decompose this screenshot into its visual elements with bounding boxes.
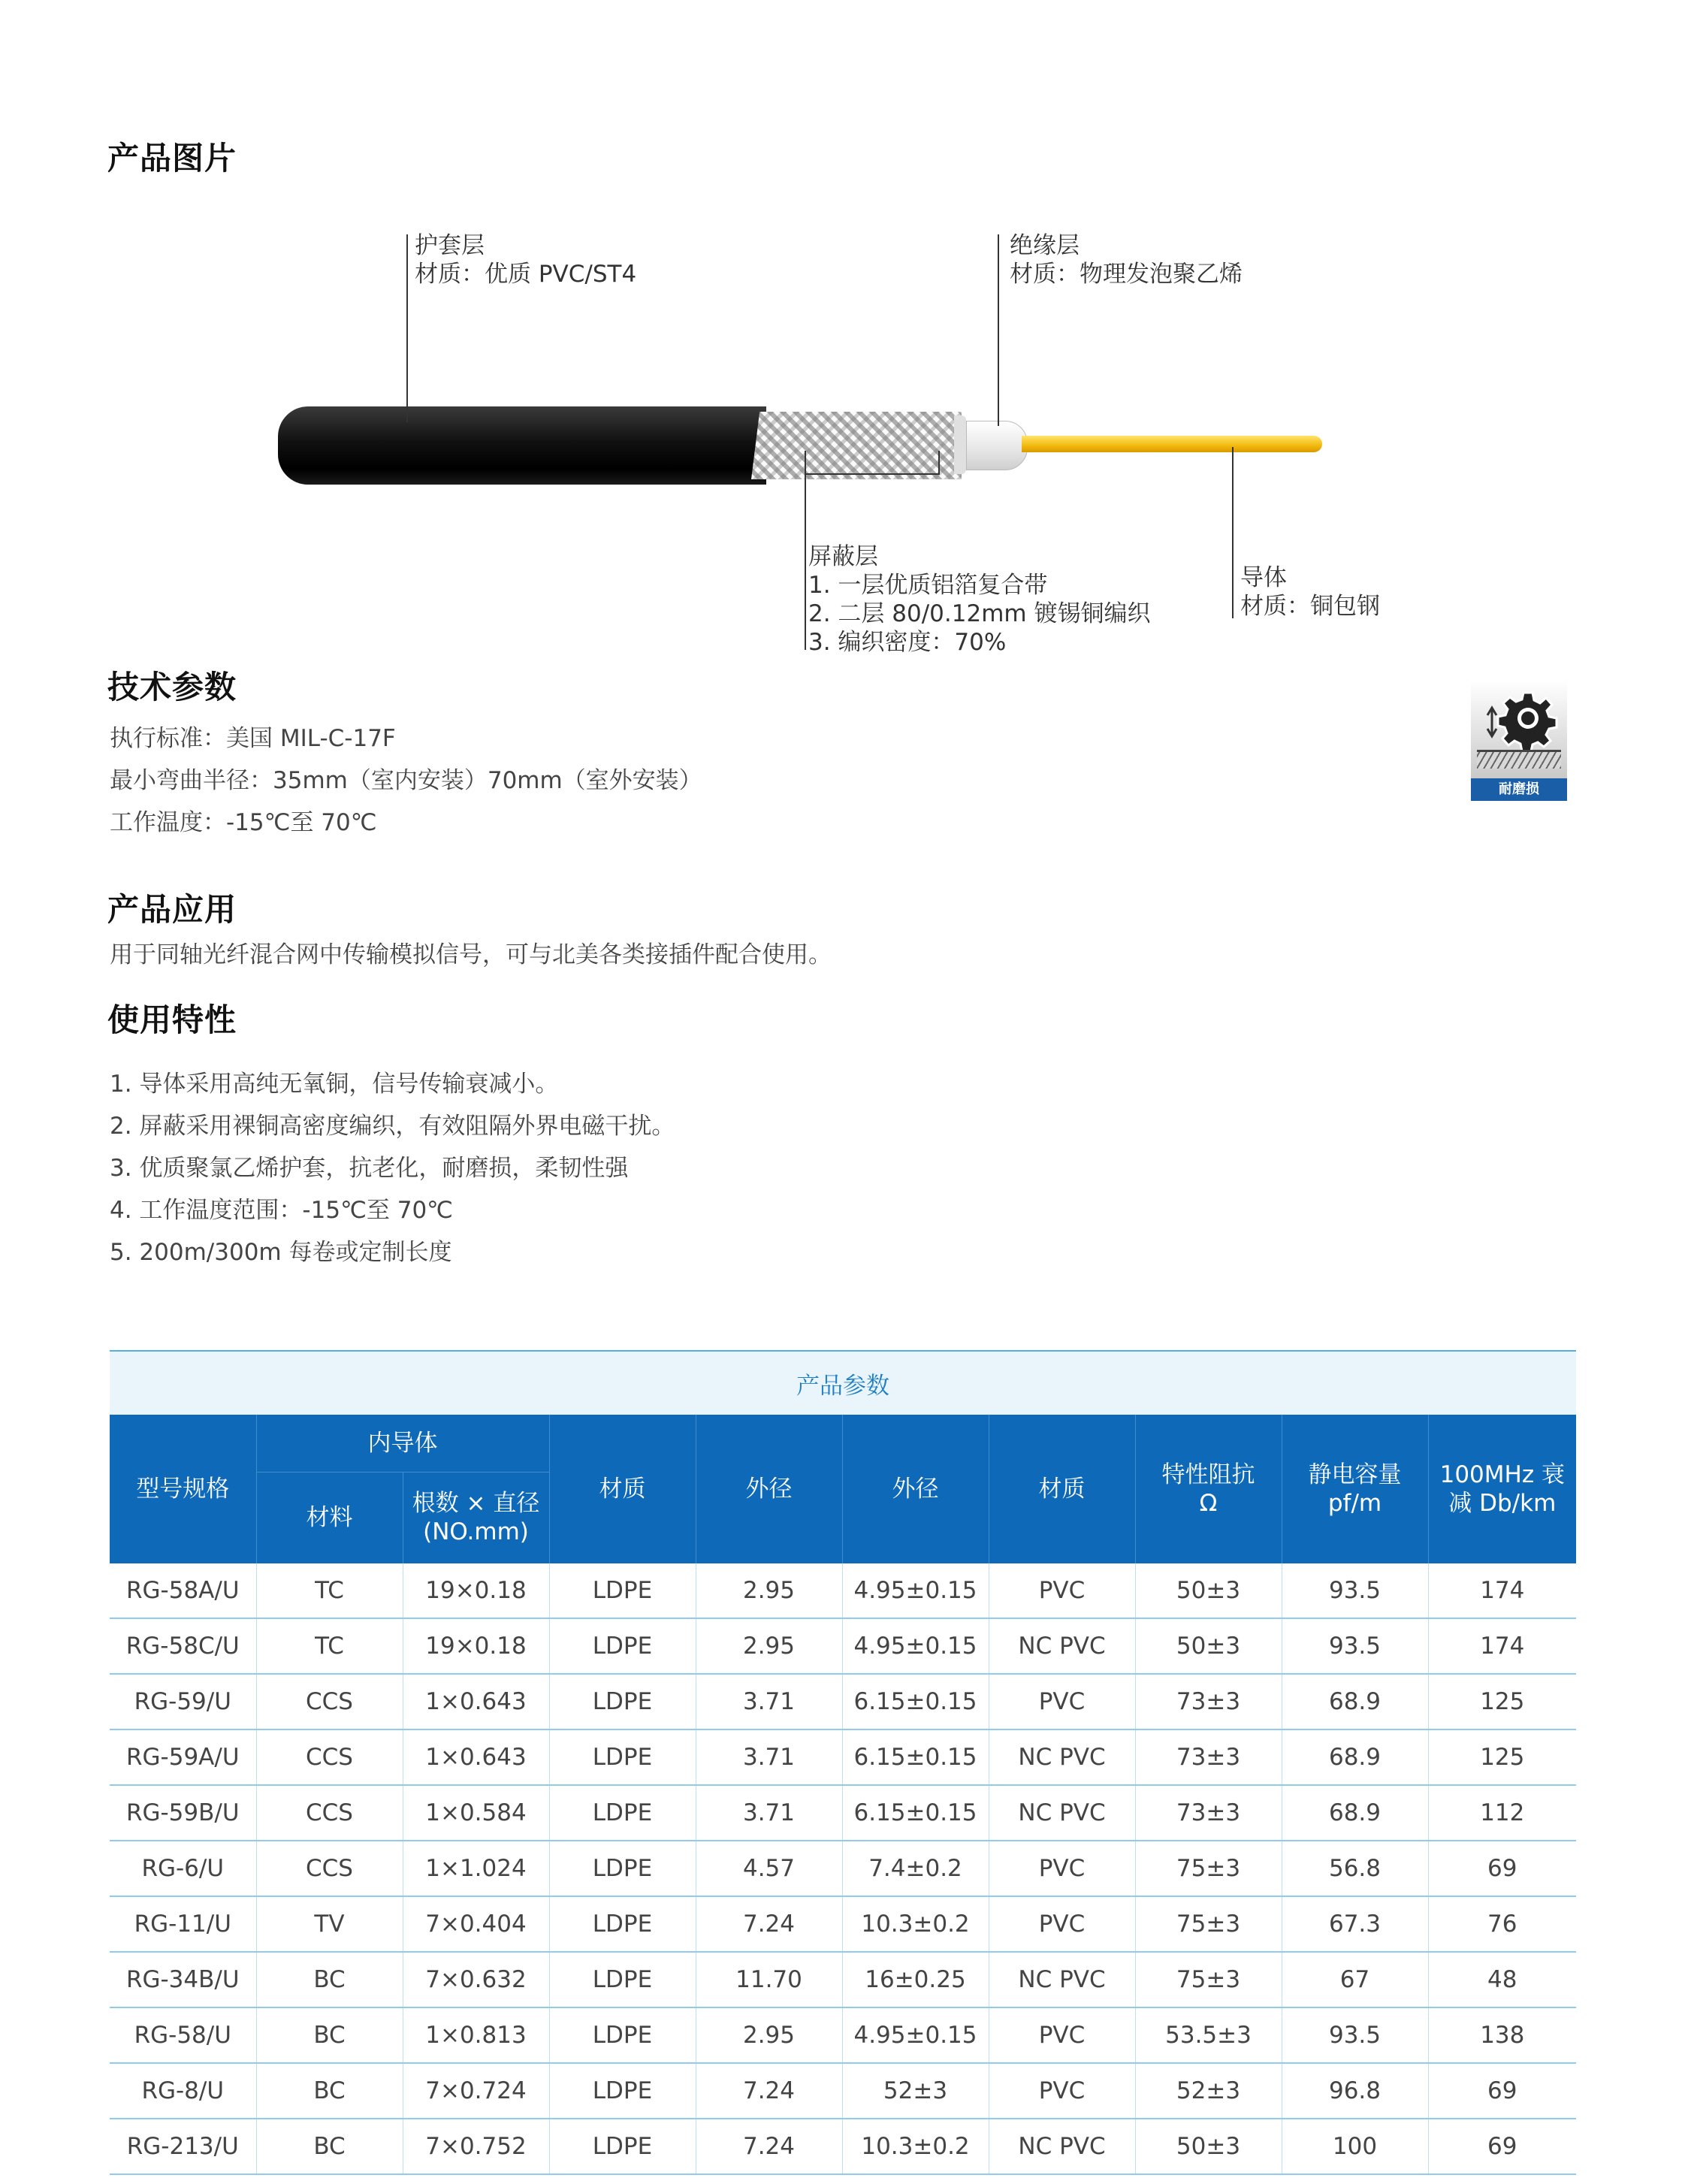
cell-conductor-material: TC (256, 1618, 403, 1674)
cell-insulation-material: LDPE (549, 1674, 696, 1729)
feature-item-2: 2. 屏蔽采用裸铜高密度编织，有效阻隔外界电磁干扰。 (110, 1113, 675, 1140)
tech-temperature: 工作温度：-15℃至 70℃ (110, 809, 377, 836)
cell-insulation-material: LDPE (549, 1952, 696, 2007)
cell-model: RG-58/U (110, 2007, 256, 2063)
cell-jacket-material: PVC (989, 1896, 1135, 1952)
cell-insulation-od: 2.95 (696, 2007, 842, 2063)
header-impedance-line2: Ω (1199, 1490, 1218, 1517)
cell-model: RG-58C/U (110, 1618, 256, 1674)
cell-capacitance: 68.9 (1282, 1729, 1428, 1785)
braid-overlay (751, 412, 962, 479)
table-body (110, 1563, 1576, 2174)
cable-jacket (278, 406, 766, 485)
cell-capacitance: 93.5 (1282, 1618, 1428, 1674)
cell-capacitance: 68.9 (1282, 1674, 1428, 1729)
cell-impedance: 52±3 (1135, 2063, 1282, 2119)
callout-conductor (1240, 563, 1380, 621)
header-jacket-material: 材质 (989, 1415, 1135, 1563)
cell-impedance: 50±3 (1135, 1618, 1282, 1674)
cell-capacitance: 96.8 (1282, 2063, 1428, 2119)
leader-shield-right (938, 451, 940, 475)
cell-insulation-material: LDPE (549, 1563, 696, 1618)
callout-insulation (1010, 231, 1243, 288)
cell-insulation-od: 11.70 (696, 1952, 842, 2007)
cell-jacket-material: PVC (989, 1841, 1135, 1896)
cable-foil (954, 415, 966, 474)
leader-shield-bar (805, 473, 940, 475)
cell-jacket-od: 4.95±0.15 (842, 1563, 989, 1618)
callout-insulation-material: 材质：物理发泡聚乙烯 (1010, 261, 1243, 288)
cell-jacket-material: NC PVC (989, 1618, 1135, 1674)
table-row (110, 1785, 1576, 1841)
cell-insulation-od: 3.71 (696, 1729, 842, 1785)
table-row (110, 1563, 1576, 1618)
cell-insulation-od: 3.71 (696, 1674, 842, 1729)
cell-conductor-material: BC (256, 1952, 403, 2007)
cell-insulation-od: 7.24 (696, 2063, 842, 2119)
cell-jacket-material: NC PVC (989, 1729, 1135, 1785)
cell-conductor-material: BC (256, 2007, 403, 2063)
cell-count-diameter: 1×0.643 (403, 1674, 549, 1729)
cell-jacket-material: PVC (989, 1563, 1135, 1618)
feature-item-1: 1. 导体采用高纯无氧铜，信号传输衰减小。 (110, 1071, 559, 1098)
cell-insulation-od: 4.57 (696, 1841, 842, 1896)
gear-icon (1484, 684, 1560, 753)
wear-resistant-badge (1471, 681, 1567, 801)
callout-jacket-material: 材质：优质 PVC/ST4 (415, 261, 637, 288)
cell-jacket-od: 10.3±0.2 (842, 2119, 989, 2174)
cell-count-diameter: 7×0.404 (403, 1896, 549, 1952)
table-row (110, 1952, 1576, 2007)
leader-insulation (998, 234, 999, 426)
callout-conductor-material: 材质：铜包钢 (1240, 593, 1380, 620)
cell-conductor-material: CCS (256, 1729, 403, 1785)
cell-model: RG-11/U (110, 1896, 256, 1952)
cable-conductor (1022, 436, 1322, 452)
header-capacitance-line2: pf/m (1327, 1490, 1382, 1517)
cell-model: RG-6/U (110, 1841, 256, 1896)
header-impedance (1135, 1415, 1282, 1563)
cell-attenuation: 125 (1428, 1729, 1576, 1785)
callout-shield-line3: 3. 编织密度：70% (808, 629, 1007, 656)
tech-bend-radius: 最小弯曲半径：35mm（室内安装）70mm（室外安装） (110, 767, 702, 794)
cell-jacket-material: NC PVC (989, 1952, 1135, 2007)
header-count-diameter-line2: (NO.mm) (423, 1518, 529, 1546)
cell-insulation-material: LDPE (549, 2119, 696, 2174)
header-attenuation (1428, 1415, 1576, 1563)
cell-model: RG-8/U (110, 2063, 256, 2119)
badge-hatch (1477, 750, 1561, 769)
cell-impedance: 75±3 (1135, 1841, 1282, 1896)
callout-jacket-title: 护套层 (415, 232, 485, 259)
cell-insulation-material: LDPE (549, 2007, 696, 2063)
cell-conductor-material: BC (256, 2063, 403, 2119)
callout-insulation-title: 绝缘层 (1010, 232, 1080, 259)
cell-impedance: 75±3 (1135, 1896, 1282, 1952)
cell-jacket-material: PVC (989, 2007, 1135, 2063)
cell-capacitance: 100 (1282, 2119, 1428, 2174)
cell-impedance: 73±3 (1135, 1785, 1282, 1841)
header-capacitance (1282, 1415, 1428, 1563)
cell-conductor-material: CCS (256, 1841, 403, 1896)
features-list (110, 1063, 675, 1273)
cell-attenuation: 112 (1428, 1785, 1576, 1841)
callout-shield-line2: 2. 二层 80/0.12mm 镀锡铜编织 (808, 600, 1151, 627)
cell-model: RG-59/U (110, 1674, 256, 1729)
cell-capacitance: 93.5 (1282, 2007, 1428, 2063)
cell-jacket-od: 16±0.25 (842, 1952, 989, 2007)
header-insulation-od: 外径 (696, 1415, 842, 1563)
cell-jacket-od: 10.3±0.2 (842, 1896, 989, 1952)
cell-count-diameter: 1×0.813 (403, 2007, 549, 2063)
cell-insulation-material: LDPE (549, 1729, 696, 1785)
cell-model: RG-59A/U (110, 1729, 256, 1785)
cell-conductor-material: TV (256, 1896, 403, 1952)
cell-insulation-material: LDPE (549, 1618, 696, 1674)
cell-insulation-od: 7.24 (696, 1896, 842, 1952)
application-text: 用于同轴光纤混合网中传输模拟信号，可与北美各类接插件配合使用。 (110, 941, 832, 968)
feature-item-3: 3. 优质聚氯乙烯护套，抗老化，耐磨损，柔韧性强 (110, 1155, 629, 1182)
cell-insulation-od: 2.95 (696, 1618, 842, 1674)
header-attenuation-line1: 100MHz 衰 (1439, 1461, 1565, 1488)
cell-jacket-od: 52±3 (842, 2063, 989, 2119)
cell-jacket-material: PVC (989, 2063, 1135, 2119)
header-model: 型号规格 (110, 1415, 256, 1563)
cell-jacket-od: 4.95±0.15 (842, 2007, 989, 2063)
table-row (110, 2119, 1576, 2174)
cell-capacitance: 68.9 (1282, 1785, 1428, 1841)
cell-insulation-material: LDPE (549, 1896, 696, 1952)
cell-attenuation: 48 (1428, 1952, 1576, 2007)
cell-count-diameter: 19×0.18 (403, 1618, 549, 1674)
cell-impedance: 73±3 (1135, 1729, 1282, 1785)
cell-model: RG-213/U (110, 2119, 256, 2174)
feature-item-4: 4. 工作温度范围：-15℃至 70℃ (110, 1197, 453, 1224)
header-inner-conductor: 内导体 (256, 1415, 549, 1472)
table-row (110, 1729, 1576, 1785)
cell-count-diameter: 7×0.632 (403, 1952, 549, 2007)
cell-model: RG-59B/U (110, 1785, 256, 1841)
table-row (110, 1896, 1576, 1952)
header-jacket-od: 外径 (842, 1415, 989, 1563)
cell-count-diameter: 1×0.584 (403, 1785, 549, 1841)
cell-conductor-material: TC (256, 1563, 403, 1618)
callout-conductor-title: 导体 (1240, 564, 1287, 591)
cell-jacket-od: 6.15±0.15 (842, 1674, 989, 1729)
cell-attenuation: 69 (1428, 1841, 1576, 1896)
cell-attenuation: 125 (1428, 1674, 1576, 1729)
section-title-application: 产品应用 (107, 891, 237, 928)
cell-jacket-material: NC PVC (989, 2119, 1135, 2174)
table-caption: 产品参数 (110, 1351, 1576, 1415)
section-title-tech-params: 技术参数 (107, 669, 237, 705)
table-row (110, 1618, 1576, 1674)
cell-jacket-material: PVC (989, 1674, 1135, 1729)
cell-count-diameter: 1×1.024 (403, 1841, 549, 1896)
cell-insulation-material: LDPE (549, 2063, 696, 2119)
header-capacitance-line1: 静电容量 (1308, 1461, 1402, 1488)
cell-impedance: 75±3 (1135, 1952, 1282, 2007)
cell-attenuation: 174 (1428, 1563, 1576, 1618)
cell-jacket-od: 6.15±0.15 (842, 1785, 989, 1841)
cell-impedance: 53.5±3 (1135, 2007, 1282, 2063)
leader-conductor (1232, 447, 1234, 618)
header-insulation-material: 材质 (549, 1415, 696, 1563)
header-count-diameter (403, 1472, 549, 1563)
cell-count-diameter: 19×0.18 (403, 1563, 549, 1618)
cell-attenuation: 69 (1428, 2119, 1576, 2174)
leader-jacket (406, 234, 408, 422)
callout-shield (808, 542, 1150, 657)
cell-jacket-material: NC PVC (989, 1785, 1135, 1841)
feature-item-5: 5. 200m/300m 每卷或定制长度 (110, 1239, 452, 1266)
cell-jacket-od: 7.4±0.2 (842, 1841, 989, 1896)
cell-insulation-material: LDPE (549, 1785, 696, 1841)
table-row (110, 1674, 1576, 1729)
header-impedance-line1: 特性阻抗 (1161, 1461, 1255, 1488)
cell-capacitance: 56.8 (1282, 1841, 1428, 1896)
cell-attenuation: 69 (1428, 2063, 1576, 2119)
table-row (110, 2007, 1576, 2063)
cell-insulation-od: 2.95 (696, 1563, 842, 1618)
header-conductor-material: 材料 (256, 1472, 403, 1563)
section-title-features: 使用特性 (107, 1001, 237, 1038)
product-params-table (110, 1350, 1576, 2175)
table-row (110, 2063, 1576, 2119)
callout-jacket (415, 231, 636, 288)
cell-conductor-material: CCS (256, 1785, 403, 1841)
table-row (110, 1841, 1576, 1896)
badge-label: 耐磨损 (1471, 778, 1567, 801)
cell-conductor-material: CCS (256, 1674, 403, 1729)
cell-insulation-od: 3.71 (696, 1785, 842, 1841)
cell-capacitance: 93.5 (1282, 1563, 1428, 1618)
cell-jacket-od: 4.95±0.15 (842, 1618, 989, 1674)
cell-model: RG-58A/U (110, 1563, 256, 1618)
section-title-product-image: 产品图片 (107, 140, 237, 177)
tech-params-list (110, 717, 702, 844)
cell-count-diameter: 1×0.643 (403, 1729, 549, 1785)
cell-model: RG-34B/U (110, 1952, 256, 2007)
tech-standard: 执行标准：美国 MIL-C-17F (110, 725, 396, 752)
cell-capacitance: 67.3 (1282, 1896, 1428, 1952)
cable-dielectric (966, 421, 1028, 470)
cell-attenuation: 138 (1428, 2007, 1576, 2063)
cell-count-diameter: 7×0.724 (403, 2063, 549, 2119)
cell-conductor-material: BC (256, 2119, 403, 2174)
cell-attenuation: 76 (1428, 1896, 1576, 1952)
cell-insulation-material: LDPE (549, 1841, 696, 1896)
cell-impedance: 73±3 (1135, 1674, 1282, 1729)
cell-impedance: 50±3 (1135, 1563, 1282, 1618)
cell-jacket-od: 6.15±0.15 (842, 1729, 989, 1785)
header-count-diameter-line1: 根数 × 直径 (412, 1490, 540, 1518)
cell-capacitance: 67 (1282, 1952, 1428, 2007)
header-attenuation-line2: 减 Db/km (1448, 1490, 1557, 1517)
leader-shield-left (805, 451, 806, 650)
cell-count-diameter: 7×0.752 (403, 2119, 549, 2174)
cell-impedance: 50±3 (1135, 2119, 1282, 2174)
callout-shield-line1: 1. 一层优质铝箔复合带 (808, 572, 1048, 599)
cell-insulation-od: 7.24 (696, 2119, 842, 2174)
cell-attenuation: 174 (1428, 1618, 1576, 1674)
callout-shield-title: 屏蔽层 (808, 543, 878, 570)
